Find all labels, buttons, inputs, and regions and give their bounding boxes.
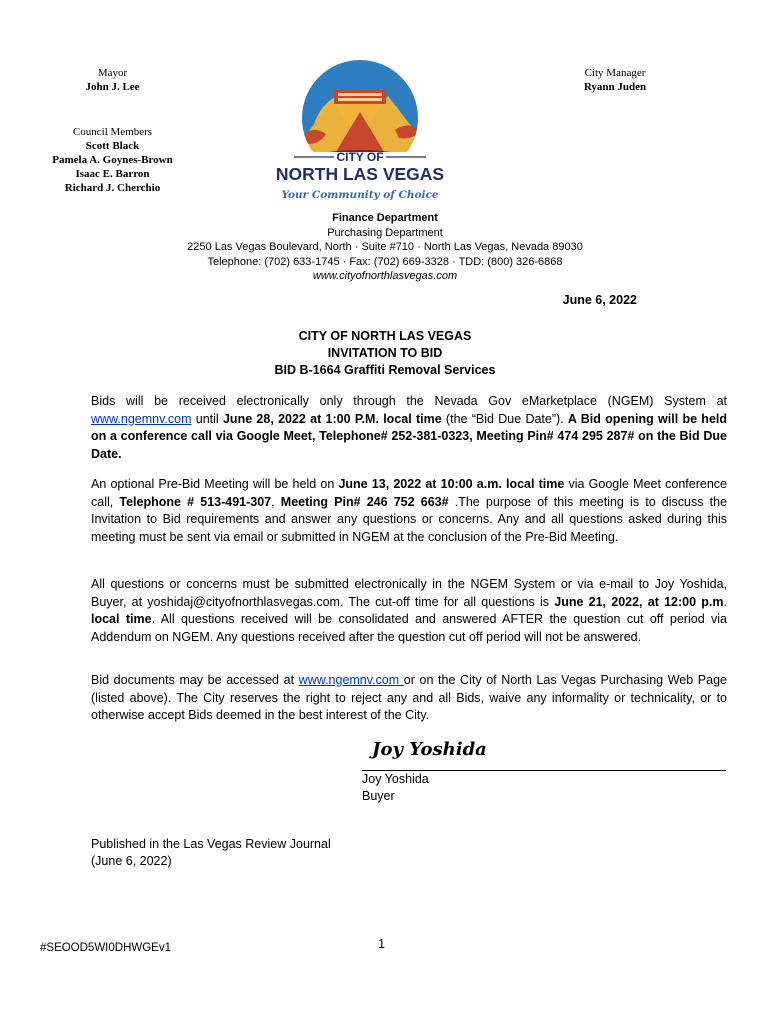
- council-members-block: [30, 125, 195, 195]
- text: or on the City of North Las Vegas Purchasing Web Page (listed above). The City reserves the right to reject any and all Bids, waive any informality or technicality, or to otherwise accept Bids deemed in the best interest of the City.: [91, 673, 727, 723]
- title-line2: INVITATION TO BID: [327, 346, 443, 360]
- signature-script: Joy Yoshida: [372, 739, 487, 760]
- text: until: [191, 411, 223, 426]
- signer-block: [362, 771, 429, 805]
- title-line1: CITY OF NORTH LAS VEGAS: [298, 329, 472, 343]
- text: Bid documents may be accessed at: [91, 673, 299, 687]
- published-line2: (June 6, 2022): [91, 854, 172, 868]
- mayor-name: John J. Lee: [85, 81, 140, 93]
- text: ,: [271, 494, 281, 509]
- paragraph-pre-bid-meeting: [91, 476, 727, 546]
- department-website[interactable]: www.cityofnorthlasvegas.com: [312, 270, 458, 282]
- page-number: 1: [378, 937, 385, 951]
- city-logo: [270, 60, 450, 210]
- signer-role: Buyer: [362, 789, 395, 803]
- text: .: [723, 594, 727, 609]
- city-manager-name: Ryann Juden: [583, 81, 647, 93]
- pre-bid-date: June 13, 2022 at 10:00 a.m. local time: [338, 477, 565, 491]
- pre-bid-pin: Meeting Pin# 246 752 663#: [280, 494, 449, 509]
- department-address: 2250 Las Vegas Boulevard, North · Suite #710 · North Las Vegas, Nevada 89030: [187, 241, 583, 253]
- mayor-block: [40, 66, 185, 94]
- footer-document-id: #SEOOD5WI0DHWGEv1: [40, 942, 171, 954]
- paragraph-questions: [91, 576, 727, 646]
- mayor-title: Mayor: [97, 67, 128, 79]
- department-name: Finance Department: [332, 212, 438, 224]
- text: Bids will be received electronically only through the Nevada Gov eMarketplace (NGEM) System at: [91, 394, 727, 408]
- document-title: [160, 328, 610, 379]
- department-phone: Telephone: (702) 633-1745 · Fax: (702) 669-3328 · TDD: (800) 326-6868: [207, 255, 563, 268]
- title-line3: BID B-1664 Graffiti Removal Services: [274, 363, 496, 377]
- city-manager-title: City Manager: [584, 67, 646, 79]
- local-time-label: local time: [91, 612, 152, 627]
- logo-line1: CITY OF: [336, 150, 384, 164]
- logo-line2: NORTH LAS VEGAS: [275, 164, 445, 184]
- text: (the “Bid Due Date”).: [441, 411, 568, 426]
- ngem-link[interactable]: www.ngemnv.com: [298, 673, 404, 687]
- city-manager-block: [560, 66, 670, 94]
- council-title: Council Members: [72, 126, 153, 138]
- text: All questions or concerns must be submitted electronically in the NGEM System or via e-mail to Joy Yoshida, Buyer, at yoshidaj@cityofnorthlasvegas.com. The cut-off time for all questions is: [91, 577, 727, 609]
- published-note: [91, 836, 331, 870]
- pre-bid-telephone: Telephone # 513-491-307: [119, 494, 272, 509]
- logo-tagline: Your Community of Choice: [281, 189, 439, 201]
- text: An optional Pre-Bid Meeting will be held on: [91, 477, 339, 491]
- text: via Google Meet conference call,: [91, 477, 727, 509]
- question-cutoff-date: June 21, 2022, at 12:00 p.m: [554, 594, 724, 609]
- text: .The purpose of this meeting is to discuss the Invitation to Bid requirements and answer any questions or concerns. Any and all questions asked during this meeting must be sent via email or submitted in NGEM at the conclusion of the Pre-Bid Meeting.: [91, 494, 728, 544]
- document-date: June 6, 2022: [562, 293, 637, 307]
- department-info: [110, 211, 660, 284]
- ngem-link[interactable]: www.ngemnv.com: [91, 411, 192, 426]
- text: . All questions received will be consolidated and answered AFTER the question cut off period via Addendum on NGEM. Any questions received after the question cut off period will not be answered.: [91, 612, 727, 644]
- bid-opening-info: A Bid opening will be held on a conference call via Google Meet, Telephone# 252-381-0323, Meeting Pin# 474 295 287# on the Bid Due Date.: [91, 411, 728, 461]
- council-member: Scott Black: [85, 140, 140, 152]
- bid-due-date: June 28, 2022 at 1:00 P.M. local time: [222, 411, 442, 426]
- published-line1: Published in the Las Vegas Review Journal: [91, 837, 331, 851]
- signer-name: Joy Yoshida: [362, 772, 429, 786]
- council-member: Pamela A. Goynes-Brown: [52, 154, 173, 166]
- paragraph-bid-documents: [91, 672, 727, 725]
- department-division: Purchasing Department: [327, 226, 443, 239]
- council-member: Richard J. Cherchio: [64, 182, 161, 194]
- paragraph-bid-submission: [91, 393, 727, 463]
- council-member: Isaac E. Barron: [75, 168, 150, 180]
